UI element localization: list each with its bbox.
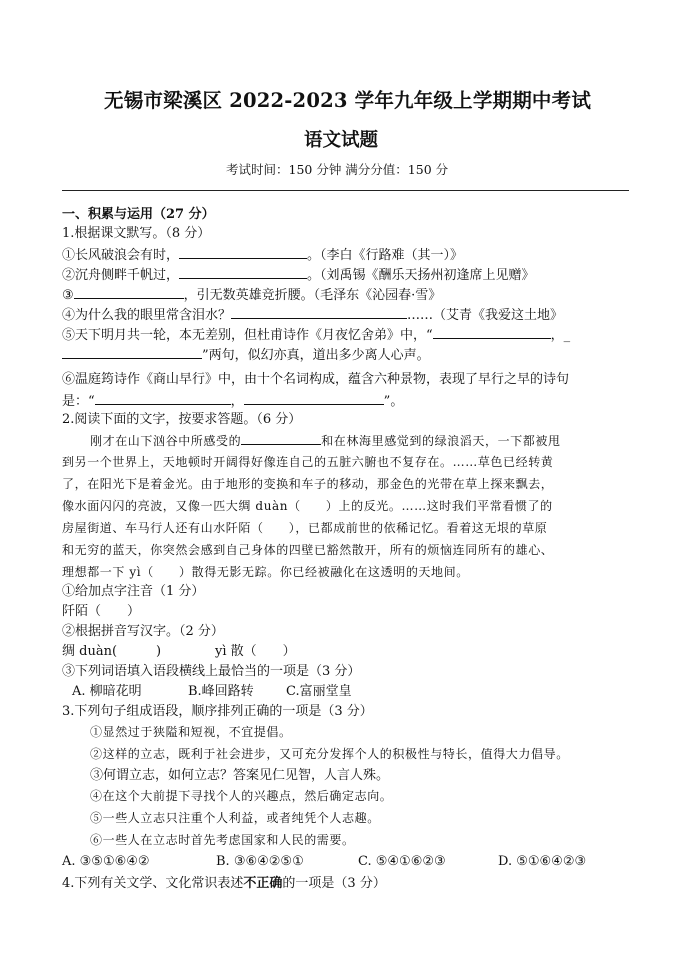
exam-title: 无锡市梁溪区 2022-2023 学年九年级上学期期中考试 bbox=[104, 89, 592, 112]
section-heading: 一、积累与运用（27 分） bbox=[62, 207, 215, 222]
q2-sub2: ②根据拼音写汉字。（2 分） bbox=[62, 624, 224, 639]
q2-passage-line bbox=[90, 430, 561, 451]
answer-blank[interactable] bbox=[95, 390, 231, 405]
q4-stem bbox=[62, 874, 386, 894]
q3-option-c: C. ⑤④①⑥②③ bbox=[358, 854, 446, 869]
answer-blank[interactable] bbox=[179, 264, 307, 279]
q1-line-8-lead: 是：“ bbox=[62, 394, 95, 409]
answer-blank[interactable] bbox=[74, 284, 184, 299]
answer-blank[interactable] bbox=[244, 390, 384, 405]
q4-stem-lead: 4.下列有关文学、文化常识表述 bbox=[62, 876, 244, 891]
q1-line-2-tail: 。（刘禹锡《酬乐天扬州初逢席上见赠》 bbox=[307, 268, 535, 283]
q2-passage-lead: 刚才在山下汹谷中所感受的 bbox=[90, 434, 242, 448]
q2-passage-line: 房屋街道、车马行人还有山水阡陌（ ），已都成前世的依稀记忆。看着这无垠的草原 bbox=[62, 521, 548, 535]
q1-line-3 bbox=[62, 284, 441, 306]
header-divider bbox=[62, 190, 629, 191]
q2-passage-line: 和无穷的蓝天，你突然会感到自己身体的四壁已豁然散开，所有的烦恼连同所有的雄心、 bbox=[62, 543, 554, 557]
q1-line-1-lead: ①长风破浪会有时， bbox=[62, 248, 180, 263]
q1-line-3-tail: ，引无数英雄竞折腰。（毛泽东《沁园春·雪》 bbox=[183, 288, 442, 303]
q1-stem: 1.根据课文默写。（8 分） bbox=[62, 226, 211, 241]
q1-line-4-tail: ……（艾青《我爱这土地》 bbox=[407, 308, 564, 323]
q2-stem: 2.阅读下面的文字，按要求答题。（6 分） bbox=[62, 412, 302, 427]
answer-blank[interactable] bbox=[179, 244, 307, 259]
q3-sentence: ②这样的立志，既利于社会进步，又可充分发挥个人的积极性与特长，值得大力倡导。 bbox=[90, 747, 569, 761]
q3-sentence: ①显然过于狭隘和短视，不宜提倡。 bbox=[90, 725, 292, 739]
q4-stem-emphasis: 不正确 bbox=[243, 876, 283, 891]
q3-option-b: B. ③⑥④②⑤① bbox=[216, 854, 304, 869]
q2-sub1: ①给加点字注音（1 分） bbox=[62, 584, 205, 599]
q3-stem: 3.下列句子组成语段，顺序排列正确的一项是（3 分） bbox=[62, 704, 373, 719]
q3-option-d: D. ⑤①⑥④②③ bbox=[498, 854, 587, 869]
q1-line-1 bbox=[62, 244, 463, 266]
q1-line-8-mid: ， bbox=[230, 394, 244, 409]
answer-blank[interactable] bbox=[231, 304, 407, 319]
q1-line-3-lead: ③ bbox=[62, 288, 74, 303]
q1-line-5 bbox=[62, 324, 570, 346]
q2-passage-tail: 和在林海里感觉到的绿浪滔天，一下都被甩 bbox=[321, 434, 561, 448]
q3-sentence: ④在这个大前提下寻找个人的兴趣点，然后确定志向。 bbox=[90, 789, 393, 803]
q3-option-a: A. ③⑤①⑥④② bbox=[62, 854, 150, 869]
q2-sub2-item-a: 绸 duàn( ) bbox=[62, 644, 162, 659]
q1-line-6-tail: ”两句，似幻亦真，道出多少离人心声。 bbox=[202, 348, 430, 363]
q2-passage-line: 到另一个世界上，天地顿时开阔得好像连自己的五脏六腑也不复存在。……草色已经转黄 bbox=[62, 455, 554, 469]
q1-line-5-tail: ，_ bbox=[550, 328, 571, 343]
q2-passage-line: 理想都一下 yì（ ）散得无影无踪。你已经被融化在这透明的天地间。 bbox=[62, 565, 469, 579]
q3-sentence: ③何谓立志，如何立志？答案见仁见智，人言人殊。 bbox=[90, 768, 390, 783]
q1-line-2-lead: ②沉舟侧畔千帆过， bbox=[62, 268, 180, 283]
q2-sub1-item: 阡陌（ ） bbox=[62, 604, 141, 619]
q1-line-1-tail: 。（李白《行路难（其一）》 bbox=[307, 248, 464, 263]
q2-option-c: C.富丽堂皇 bbox=[286, 684, 352, 699]
q2-sub2-item-b: yì 散（ ） bbox=[215, 644, 296, 659]
answer-blank[interactable] bbox=[433, 324, 551, 339]
q4-stem-tail: 的一项是（3 分） bbox=[282, 876, 386, 891]
answer-blank[interactable] bbox=[241, 430, 321, 445]
q3-sentence: ⑥一些人在立志时首先考虑国家和人民的需要。 bbox=[90, 833, 355, 847]
q2-option-b: B.峰回路转 bbox=[188, 684, 254, 699]
q1-line-6 bbox=[62, 344, 430, 366]
q1-line-7: ⑥温庭筠诗作《商山早行》中，由十个名词构成，蕴含六种景物，表现了早行之早的诗句 bbox=[62, 372, 570, 387]
q1-line-8-tail: ”。 bbox=[383, 394, 404, 409]
q3-sentence: ⑤一些人立志只注重个人利益，或者纯凭个人志趣。 bbox=[90, 811, 380, 825]
q1-line-5-lead: ⑤天下明月共一轮，本无差别，但杜甫诗作《月夜忆舍弟》中，“ bbox=[62, 328, 433, 343]
q1-line-2 bbox=[62, 264, 535, 286]
q2-passage-line: 了，在阳光下是着金光。由于地形的变换和车子的移动，那金色的光带在草上探来飘去， bbox=[62, 477, 554, 491]
answer-blank[interactable] bbox=[62, 344, 202, 359]
q1-line-4-lead: ④为什么我的眼里常含泪水？ bbox=[62, 308, 232, 323]
exam-info: 考试时间：150 分钟 满分分值：150 分 bbox=[226, 162, 449, 177]
q2-option-a: A. 柳暗花明 bbox=[72, 684, 142, 699]
exam-subtitle: 语文试题 bbox=[304, 130, 379, 151]
q2-sub3: ③下列词语填入语段横线上最恰当的一项是（3 分） bbox=[62, 664, 361, 679]
q2-passage-line: 像水面闪闪的亮波，又像一匹大绸 duàn（ ）上的反光。……这时我们平常看惯了的 bbox=[62, 499, 553, 513]
q1-line-8 bbox=[62, 390, 403, 412]
q1-line-4 bbox=[62, 304, 563, 326]
